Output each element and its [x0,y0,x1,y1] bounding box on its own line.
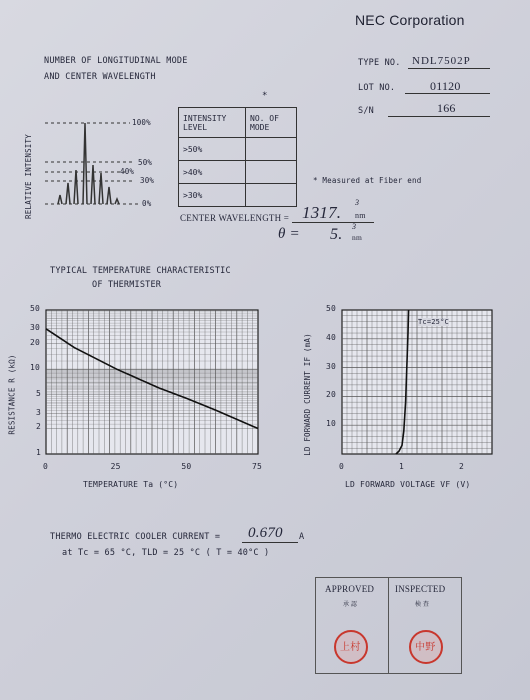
type-underline [408,68,490,69]
chart1-x-tick-2: 50 [181,462,192,471]
chart1-xlabel: TEMPERATURE Ta (°C) [83,480,179,489]
tec-unit: A [299,532,305,542]
level-40: 40% [120,167,135,176]
approval-box [315,577,462,674]
theta-value: 5. [330,226,343,243]
spectrum-ylabel: RELATIVE INTENSITY [23,134,33,219]
chart1-y-tick-2: 3 [36,407,42,417]
approved-jp-label: 承 認 [343,602,358,608]
chart2-y-tick-4: 50 [326,304,337,313]
approved-seal-text: 上村 [340,642,361,653]
tec-conditions: at Tc = 65 °C, TLD = 25 °C ( T = 40°C ) [62,548,270,558]
chart1-y-tick-4: 10 [30,363,41,373]
thermistor-title-2: OF THERMISTER [92,280,162,290]
chart2-y-tick-3: 40 [326,332,337,342]
row-value-40 [246,161,297,184]
approved-label: APPROVED [325,584,375,594]
row-label-50: >50% [179,138,246,161]
inspected-column [388,578,461,673]
wavelength-underline [292,222,374,223]
chart2-x-tick-2: 2 [459,462,465,471]
table-asterisk: * [262,91,268,101]
row-value-50 [246,138,297,161]
sn-underline [388,116,490,117]
header-no-of-mode: NO. OF MODE [246,108,297,138]
inspected-jp-label: 検 査 [415,602,430,608]
chart1-x-tick-0: 0 [43,462,49,471]
chart2-xlabel: LD FORWARD VOLTAGE VF (V) [345,480,471,489]
row-value-30 [246,184,297,207]
chart1-y-tick-1: 2 [36,422,42,432]
chart1-y-tick-6: 30 [30,322,41,332]
intensity-table [178,107,297,207]
inspected-label: INSPECTED [395,584,446,594]
tec-underline [242,542,298,543]
lot-underline [405,93,490,94]
chart1-x-tick-3: 75 [252,462,263,471]
approved-column [316,578,388,673]
measurement-note: * Measured at Fiber end [313,176,422,185]
inspected-seal-text: 中野 [415,642,436,653]
chart2-ylabel: LD FORWARD CURRENT IF (mA) [302,333,312,456]
theta-unit: nm [352,233,362,242]
chart2-annotation: Tc=25°C [418,318,449,326]
ld-forward-chart [342,310,492,454]
level-0: 0% [142,199,152,208]
chart2-x-tick-0: 0 [339,462,345,471]
center-wavelength-unit: nm [355,211,366,220]
thermistor-chart [46,310,258,454]
row-label-40: >40% [179,161,246,184]
chart1-x-tick-1: 25 [110,462,121,471]
lot-value: 01120 [430,79,461,93]
approved-seal [334,630,368,664]
tec-value: 0.670 [248,525,283,541]
theta-sup: 3 [352,222,357,231]
chart2-x-tick-1: 1 [399,462,405,471]
level-30: 30% [140,176,155,185]
tec-label: THERMO ELECTRIC COOLER CURRENT = [50,532,221,542]
sn-label: S/N [358,106,374,116]
inspected-seal [409,630,443,664]
type-value: NDL7502P [412,55,471,67]
chart1-y-tick-7: 50 [30,304,41,313]
company-name: NEC Corporation [355,12,465,28]
chart1-y-tick-5: 20 [30,337,41,347]
chart2-y-tick-0: 10 [326,419,337,429]
chart2-y-tick-2: 30 [326,361,337,371]
header-intensity-level: INTENSITY LEVEL [179,108,246,138]
center-wavelength-sup: 3 [355,198,360,207]
spectrum-title-2: AND CENTER WAVELENGTH [44,72,156,82]
center-wavelength-label: CENTER WAVELENGTH = [180,213,290,223]
chart1-y-tick-0: 1 [36,448,42,457]
chart2-y-tick-1: 20 [326,390,337,400]
lot-label: LOT NO. [358,83,396,93]
thermistor-title-1: TYPICAL TEMPERATURE CHARACTERISTIC [50,266,231,276]
chart1-y-tick-3: 5 [36,388,42,398]
level-100: 100% [132,118,151,127]
theta-label: θ = [278,226,300,242]
center-wavelength-value: 1317. [302,203,342,222]
level-50: 50% [138,158,153,167]
sn-value: 166 [437,101,456,115]
chart1-ylabel: RESISTANCE R (kΩ) [7,354,17,435]
row-label-30: >30% [179,184,246,207]
spectrum-title-1: NUMBER OF LONGITUDINAL MODE [44,56,188,66]
type-label: TYPE NO. [358,58,401,68]
